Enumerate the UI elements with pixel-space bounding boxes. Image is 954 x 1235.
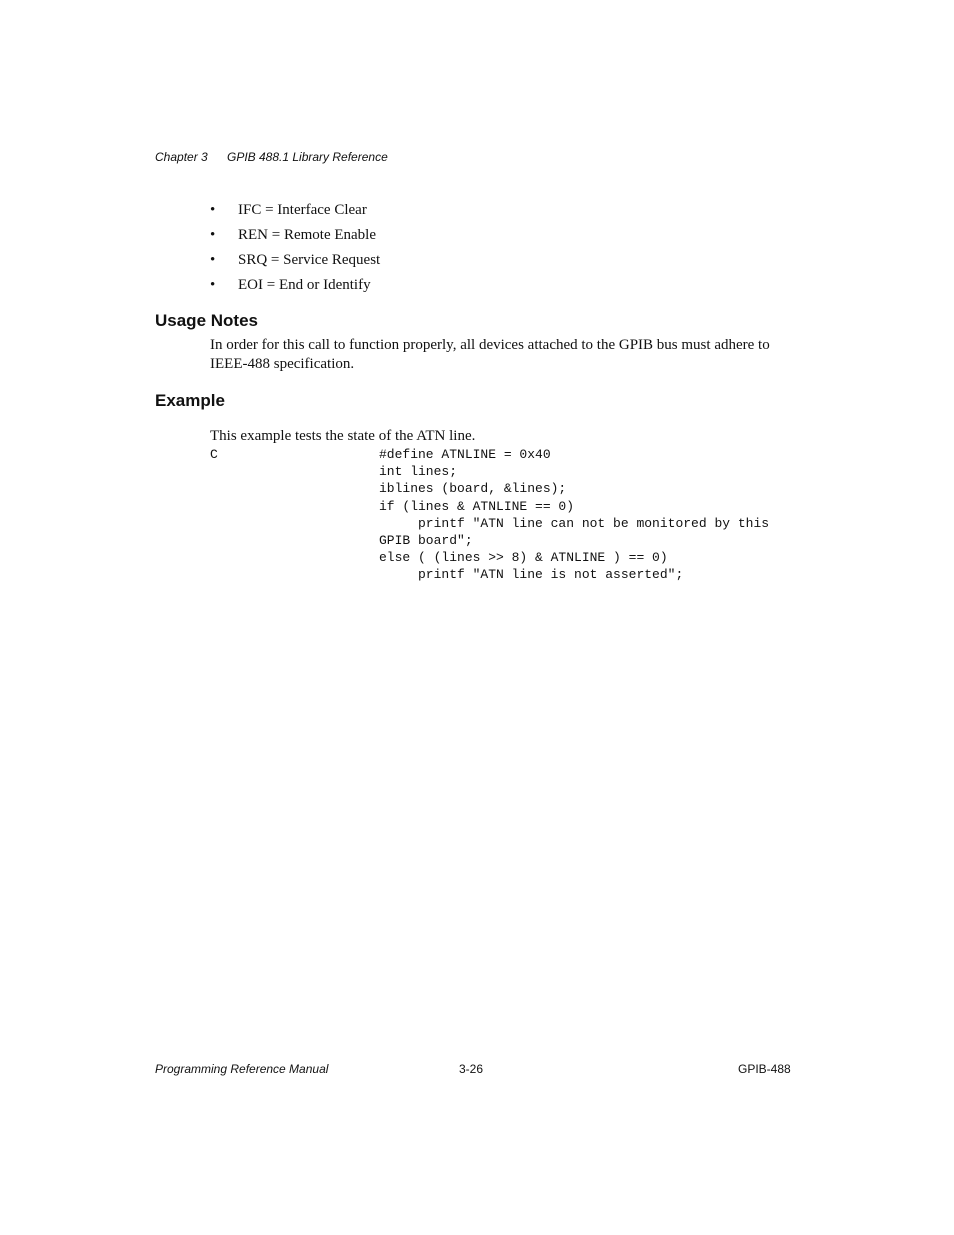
list-item [210,225,380,250]
bullet-icon: • [210,202,216,218]
usage-notes-text: In order for this call to function properly, all devices attached to the GPIB bus must adhere to IEEE-488 specification. [210,337,770,372]
list-item-text: REN = Remote Enable [238,227,377,243]
bullet-icon: • [210,227,216,243]
usage-notes-heading: Usage Notes [155,311,258,330]
example-intro: This example tests the state of the ATN line. [210,428,476,444]
page-number: 3-26 [459,1062,484,1076]
list-item [210,200,380,225]
code-block: #define ATNLINE = 0x40 int lines; iblines (board, &lines); if (lines & ATNLINE == 0) printf "ATN line can not be monitored by this GPIB board"; else ( (lines >> 8) & ATNLINE ) == 0) printf "ATN line is not asserted"; [379,447,770,583]
bullet-icon: • [210,277,216,293]
bullet-icon: • [210,252,216,268]
line-definitions-list [210,200,380,300]
code-language-label: C [210,447,218,462]
list-item-text: IFC = Interface Clear [238,202,367,218]
chapter-label: Chapter 3 [155,150,208,164]
list-item [210,250,380,275]
list-item-text: SRQ = Service Request [238,252,381,268]
example-heading: Example [155,391,225,410]
running-header [155,150,388,164]
list-item-text: EOI = End or Identify [238,277,371,293]
list-item [210,275,380,300]
footer-manual-title: Programming Reference Manual [155,1062,329,1076]
footer-product: GPIB-488 [738,1062,791,1076]
chapter-title: GPIB 488.1 Library Reference [227,150,388,164]
